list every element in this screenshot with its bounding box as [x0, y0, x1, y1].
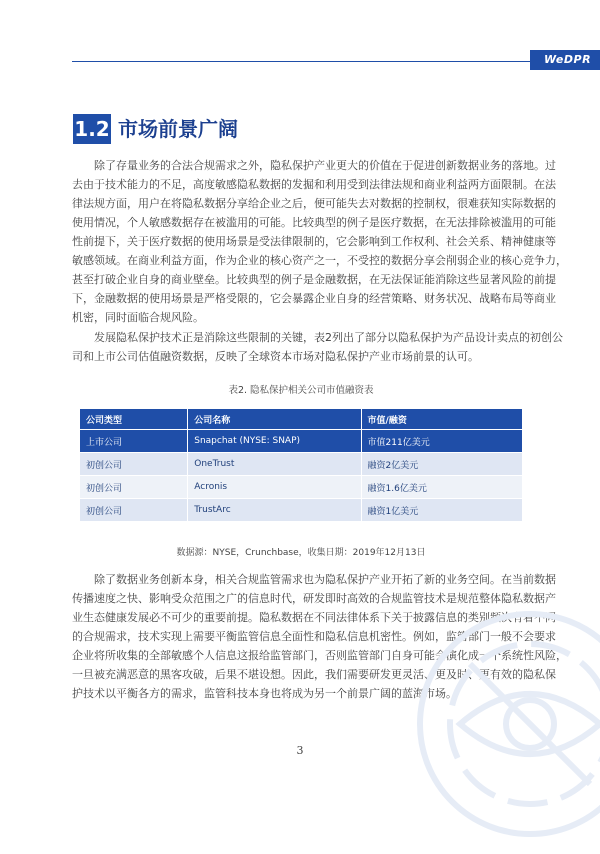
text-line: 发展隐私保护技术正是消除这些限制的关键，表2列出了部分以隐私保护为产品设计卖点的初创公	[94, 331, 563, 344]
text-line: 司和上市公司估值融资数据，反映了全球资本市场对隐私保护产业市场前景的认可。	[72, 350, 479, 363]
section-number: 1.2	[73, 114, 111, 144]
text-line: 护技术以平衡各方的需求，监管科技本身也将成为另一个前景广阔的蓝海市场。	[72, 687, 457, 700]
table-row	[80, 453, 523, 476]
table-cell: 融资2亿美元	[361, 453, 522, 476]
column-header: 市值/融资	[361, 409, 522, 430]
section-title: 市场前景广阔	[118, 117, 238, 141]
table-cell: OneTrust	[188, 453, 361, 476]
column-header: 公司类型	[80, 409, 188, 430]
text-line: 一旦被充满恶意的黑客攻破，后果不堪设想。因此，我们需要研发更灵活、更及时、更有效的隐私保	[72, 668, 556, 681]
text-line: 去由于技术能力的不足，高度敏感隐私数据的发掘和利用受到法律法规和商业利益两方面限制。在法	[72, 178, 556, 191]
page-number: 3	[296, 744, 304, 757]
table-cell: 初创公司	[80, 499, 188, 522]
text-line: 的合规需求，技术实现上需要平衡监管信息全面性和隐私信息机密性。例如，监管部门一般不会要求	[72, 630, 556, 643]
table-cell: 市值211亿美元	[361, 430, 522, 453]
text-line: 除了存量业务的合法合规需求之外，隐私保护产业更大的价值在于促进创新数据业务的落地。过	[94, 159, 556, 172]
text-line: 下，金融数据的使用场景是严格受限的，它会暴露企业自身的经营策略、财务状况、战略布局等商业	[72, 292, 556, 305]
text-line: 传播速度之快、影响受众范围之广的信息时代，研发即时高效的合规监管技术是规范整体隐私数据产	[72, 592, 556, 605]
wedpr-logo: WeDPR	[530, 50, 600, 70]
text-line: 使用情况，个人敏感数据存在被滥用的可能。比较典型的例子是医疗数据，在无法排除被滥用的可能	[72, 216, 556, 229]
table-cell: Acronis	[188, 476, 361, 499]
table-cell: Snapchat (NYSE: SNAP)	[188, 430, 361, 453]
text-line: 企业将所收集的全部敏感个人信息这报给监管部门，否则监管部门自身可能会演化成一个系统性风险，	[72, 649, 567, 662]
paragraph-1	[72, 156, 567, 327]
text-line: 甚至打破企业自身的商业壁垒。比较典型的例子是金融数据，在无法保证能消除这些显著风险的前提	[72, 273, 556, 286]
table-header-row	[80, 409, 523, 430]
valuation-table	[79, 408, 523, 522]
column-header: 公司名称	[188, 409, 361, 430]
text-line: 律法规方面，用户在将隐私数据分享给企业之后，便可能失去对数据的控制权，很难获知实际数据的	[72, 197, 556, 210]
table-row	[80, 430, 523, 453]
table-cell: 融资1亿美元	[361, 499, 522, 522]
paragraph-2	[72, 328, 563, 366]
table-caption: 表2. 隐私保护相关公司市值融资表	[228, 385, 374, 396]
table-cell: 上市公司	[80, 430, 188, 453]
eye-watermark-icon	[400, 594, 600, 854]
table-cell: 初创公司	[80, 476, 188, 499]
table-row	[80, 476, 523, 499]
table-row	[80, 499, 523, 522]
table-cell: 初创公司	[80, 453, 188, 476]
text-line: 业生态健康发展必不可少的重要前提。隐私数据在不同法律体系下关于披露信息的类别频次有着不同	[72, 611, 556, 624]
text-line: 机密，同时面临合规风险。	[72, 311, 204, 324]
text-line: 除了数据业务创新本身，相关合规监管需求也为隐私保护产业开拓了新的业务空间。在当前数据	[94, 573, 556, 586]
table-cell: 融资1.6亿美元	[361, 476, 522, 499]
table-source: 数据源：NYSE，Crunchbase，收集日期：2019年12月13日	[176, 548, 426, 558]
text-line: 性前提下，关于医疗数据的使用场景是受法律限制的，它会影响到工作权利、社会关系、精神健康等	[72, 235, 556, 248]
header-rule	[72, 61, 530, 62]
text-line: 敏感领域。在商业利益方面，作为企业的核心资产之一，不受控的数据分享会削弱企业的核心竞争力，	[72, 254, 567, 267]
table-cell: TrustArc	[188, 499, 361, 522]
